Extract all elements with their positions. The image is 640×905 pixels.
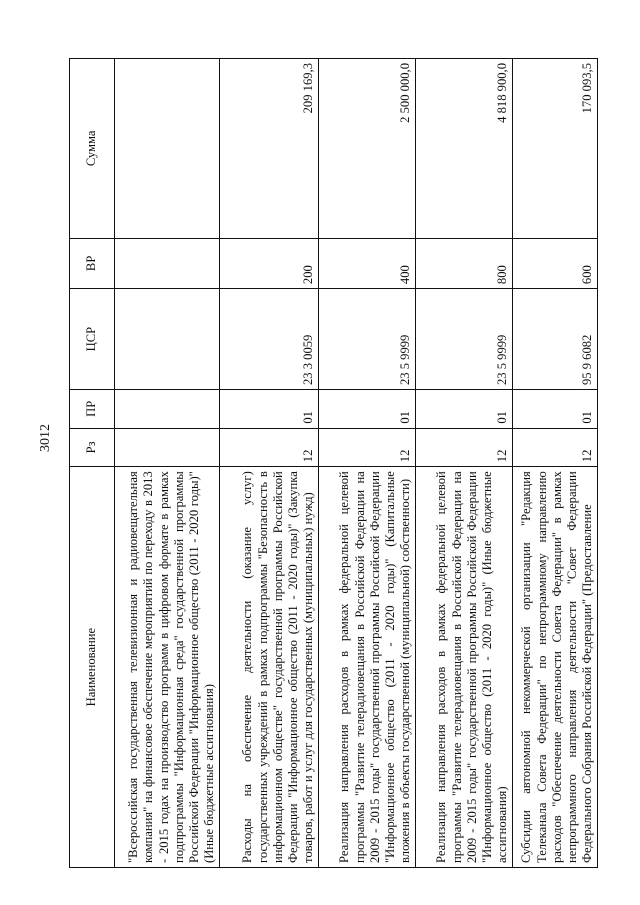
row-name: Реализация направления расходов в рамках федеральной целевой программы "Развитие телерадиовещания в Российской Федерации на 2009 - 2015 годы" государственной программы Российской Федерации "Информационное общество (2011 - 2020 годы)" (Иные бюджетные ассигнования) xyxy=(416,467,513,868)
row-pr: 01 xyxy=(319,390,416,429)
header-csr: ЦСР xyxy=(70,289,115,390)
row-name: "Всероссийская государственная телевизионная и радиовещательная компания" на финансовое обеспечение мероприятий по переходу в 2013 - 2015 годах на производство программ в цифровом формате в рамках подпрограммы "Информационная среда" государственной программы Российской Федерации "Информационное общество (2011 - 2020 годы)" (Иные бюджетные ассигнования) xyxy=(115,467,220,868)
header-rz: Рз xyxy=(70,428,115,467)
row-sum: 2 500 000,0 xyxy=(319,59,416,239)
table-header-row xyxy=(70,59,115,868)
row-csr: 23 5 9999 xyxy=(319,289,416,390)
row-name: Субсидии автономной некоммерческой организации "Редакция Телеканала Совета Федерации" по непрограммному направлению расходов "Обеспечение деятельности Совета Федерации" в рамках непрограммного направления деятельности "Совет Федерации Федерального Собрания Российской Федерации" (Предоставление xyxy=(513,467,598,868)
table-row xyxy=(220,59,319,868)
row-rz: 12 xyxy=(416,428,513,467)
header-sum: Сумма xyxy=(70,59,115,239)
table-row xyxy=(319,59,416,868)
table-row xyxy=(115,59,220,868)
row-name: Расходы на обеспечение деятельности (оказание услуг) государственных учреждений в рамках подпрограммы "Безопасность в информационном обществе" государственной программы Российской Федерации "Информационное общество (2011 - 2020 годы)" (Закупка товаров, работ и услуг для государственных (муниципальных) нужд) xyxy=(220,467,319,868)
row-rz: 12 xyxy=(319,428,416,467)
row-rz: 12 xyxy=(513,428,598,467)
header-name: Наименование xyxy=(70,467,115,868)
row-sum: 4 818 900,0 xyxy=(416,59,513,239)
row-sum: 170 093,5 xyxy=(513,59,598,239)
header-vr: ВР xyxy=(70,238,115,288)
budget-table xyxy=(69,58,598,868)
row-csr xyxy=(115,289,220,390)
page-number: 3012 xyxy=(38,424,53,452)
row-rz: 12 xyxy=(220,428,319,467)
row-csr: 95 9 6082 xyxy=(513,289,598,390)
row-sum: 209 169,3 xyxy=(220,59,319,239)
row-pr: 01 xyxy=(416,390,513,429)
row-csr: 23 5 9999 xyxy=(416,289,513,390)
row-vr: 400 xyxy=(319,238,416,288)
table-row xyxy=(416,59,513,868)
row-pr: 01 xyxy=(513,390,598,429)
row-pr xyxy=(115,390,220,429)
row-sum xyxy=(115,59,220,239)
row-rz xyxy=(115,428,220,467)
row-vr xyxy=(115,238,220,288)
row-vr: 800 xyxy=(416,238,513,288)
header-pr: ПР xyxy=(70,390,115,429)
table-row xyxy=(513,59,598,868)
row-pr: 01 xyxy=(220,390,319,429)
row-name: Реализация направления расходов в рамках федеральной целевой программы "Развитие телерадиовещания в Российской Федерации на 2009 - 2015 годы" государственной программы Российской Федерации "Информационное общество (2011 - 2020 годы)" (Капитальные вложения в объекты государственной (муниципальной) собственности) xyxy=(319,467,416,868)
row-vr: 600 xyxy=(513,238,598,288)
rotated-page-content xyxy=(69,58,614,868)
row-vr: 200 xyxy=(220,238,319,288)
row-csr: 23 3 0059 xyxy=(220,289,319,390)
